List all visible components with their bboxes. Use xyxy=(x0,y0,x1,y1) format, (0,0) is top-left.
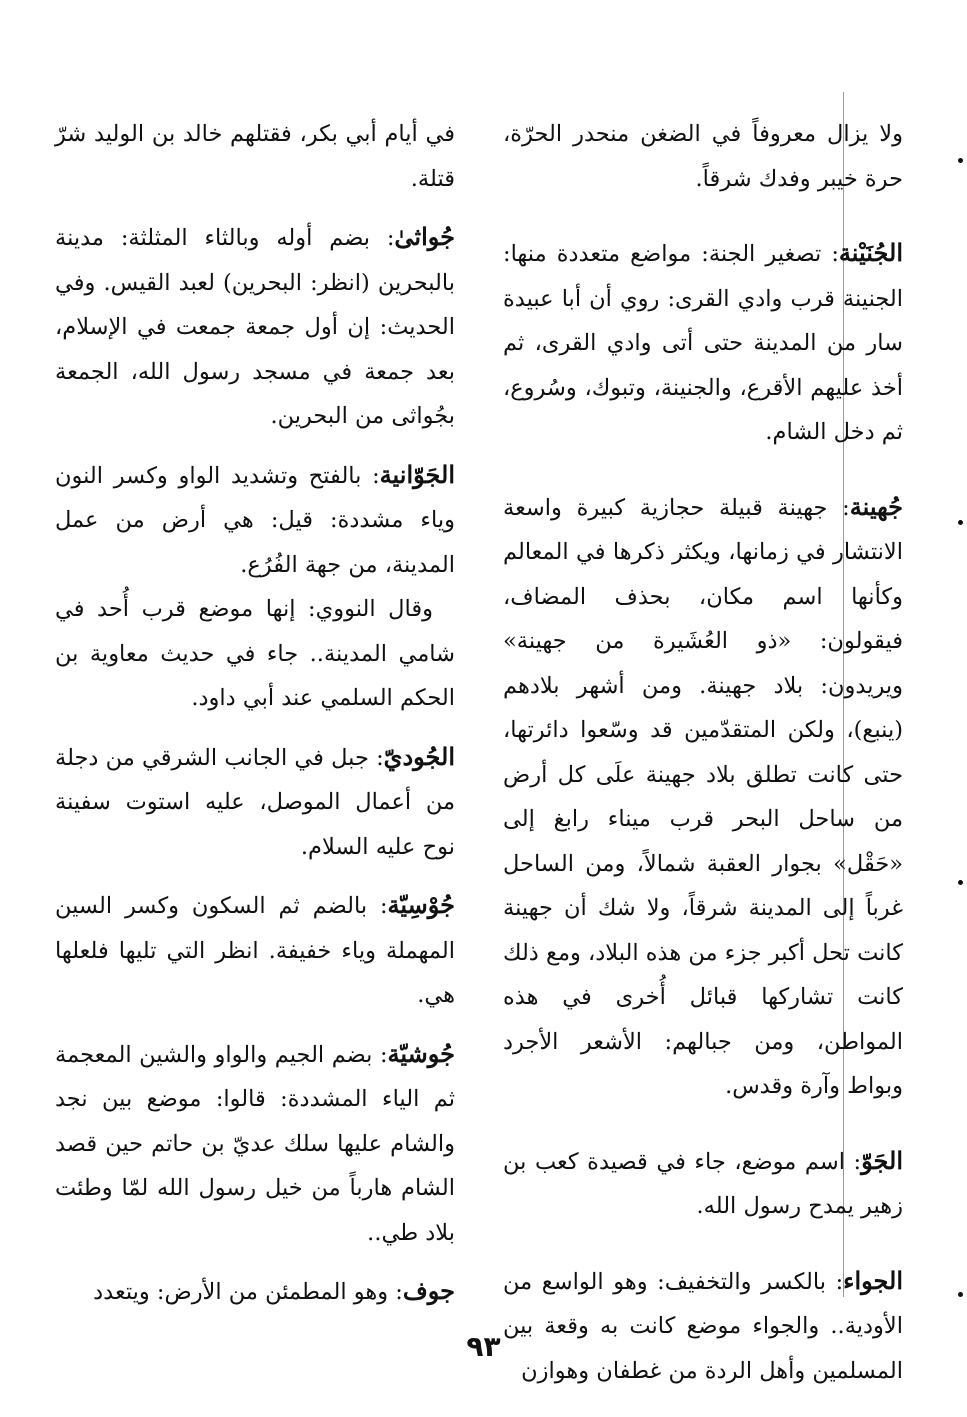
entry-text: : وهو المطمئن من الأرض: ويتعدد xyxy=(93,1279,403,1305)
edge-mark xyxy=(958,1292,963,1297)
entry-continuation xyxy=(55,112,455,201)
entry-term: الجَوّ xyxy=(861,1145,903,1175)
entry-jawf xyxy=(55,1269,455,1315)
entry-text: في أيام أبي بكر، فقتلهم خالد بن الوليد شرّ قتلة. xyxy=(55,121,455,192)
entry-continuation xyxy=(503,112,903,201)
entry-al-judi xyxy=(55,735,455,870)
entry-term: جوف xyxy=(402,1276,455,1305)
entry-term: الجَوّانية xyxy=(379,459,455,489)
entry-al-junayna xyxy=(503,231,903,455)
entry-al-jaww xyxy=(503,1139,903,1229)
entry-text: وقال النووي: إنها موضع قرب أُحد في شامي المدينة.. جاء في حديث معاوية بن الحكم السلمي عند أبي داود. xyxy=(55,596,455,711)
entry-text: : جبل في الجانب الشرقي من دجلة من أعمال الموصل، عليه استوت سفينة نوح عليه السلام. xyxy=(55,744,455,860)
entry-text: : جهينة قبيلة حجازية كبيرة واسعة الانتشار في زمانها، ويكثر ذكرها في المعالم وكأنها اسم مكان، بحذف المضاف، فيقولون: «ذو العُشَيرة من جهينة» ويريدون: بلاد جهينة. ومن أشهر بلادهم (ينبع)، ولكن المتقدّمين قد وسّعوا دائرتها، حتى كانت تطلق بلاد جهينة علَى كل أرض من ساحل البحر قرب ميناء رابغ إلى «حَقْل» بجوار العقبة شمالاً، ومن الساحل غرباً إلى المدينة شرقاً، ولا شك أن جهينة كانت تحل أكبر جزء من هذه البلاد، ومع ذلك كانت تشاركها قبائل أُخرى في هذه المواطن، ومن جبالهم: الأشعر الأجرد وبواط وآرة وقدس. xyxy=(502,494,903,1099)
entry-term: جُوْسِيّة xyxy=(387,890,455,919)
edge-mark xyxy=(958,158,963,163)
entry-text: : اسم موضع، جاء في قصيدة كعب بن زهير يمدح رسول الله. xyxy=(503,1148,903,1219)
entry-term: جُواثىٰ xyxy=(394,222,455,251)
entry-term: جُهينة xyxy=(849,491,903,521)
entry-term: الجُنَيْنة xyxy=(838,238,903,267)
entry-juwatha xyxy=(55,215,455,439)
entry-al-jawwaniya xyxy=(55,453,455,588)
entry-term: جُوشيّة xyxy=(387,1038,455,1068)
entry-text: : تصغير الجنة: مواضع متعددة منها: الجنينة قرب وادي القرى: روي أن أبا عبيدة سار من المدينة حتى أتى وادي القرى، ثم أخذ عليهم الأقرع، والجنينة، وتبوك، وسُروع، ثم دخل الشام. xyxy=(503,241,903,445)
page-number: ٩٣ xyxy=(466,1330,501,1363)
entry-al-jawwaniya-note xyxy=(55,587,455,721)
entry-text: ولا يزال معروفاً في الضغن منحدر الحرّة، حرة خيبر وفدك شرقاً. xyxy=(503,121,903,192)
entry-term: الجُوديّ xyxy=(383,741,455,771)
entry-text: : بالضم ثم السكون وكسر السين المهملة وياء خفيفة. انظر التي تليها فلعلها هي. xyxy=(55,893,455,1008)
entry-term: الجواء xyxy=(843,1265,903,1295)
entry-text: : بضم الجيم والواو والشين المعجمة ثم الياء المشددة: قالوا: موضع بين نجد والشام عليها سلك عديّ بن حاتم حين قصد الشام هارباً من خيل رسول الله لمّا وطئت بلاد طي.. xyxy=(55,1041,455,1246)
entry-juhayna xyxy=(503,485,903,1109)
edge-mark xyxy=(958,880,963,885)
left-column xyxy=(55,112,455,1329)
edge-mark xyxy=(958,520,963,525)
entry-jawsiyya xyxy=(55,883,455,1018)
entry-al-jiwa xyxy=(503,1259,903,1394)
entry-jawshiyya xyxy=(55,1032,455,1256)
entry-text: : بضم أوله وبالثاء المثلثة: مدينة بالبحرين (انظر: البحرين) لعبد القيس. وفي الحديث: إن أول جمعة جمعت في الإسلام، بعد جمعة في مسجد رسول الله، الجمعة بجُواثى من البحرين. xyxy=(55,225,455,429)
entry-text: : بالكسر والتخفيف: وهو الواسع من الأودية.. والجواء موضع كانت به وقعة بين المسلمين وأهل الردة من غطفان وهوازن xyxy=(503,1268,903,1384)
right-column xyxy=(503,112,903,1407)
entry-text: : بالفتح وتشديد الواو وكسر النون وياء مشددة: قيل: هي أرض من عمل المدينة، من جهة الفُرُع. xyxy=(55,462,455,578)
